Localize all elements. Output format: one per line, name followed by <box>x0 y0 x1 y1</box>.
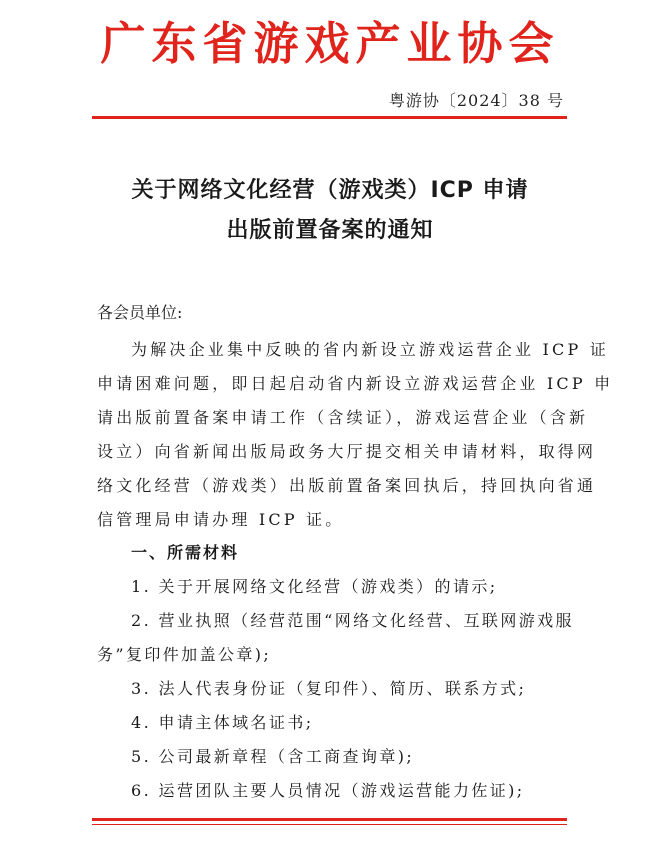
list-item: 1. 关于开展网络文化经营（游戏类）的请示; <box>131 577 498 596</box>
paragraph-line: 信管理局申请办理 ICP 证。 <box>97 510 345 529</box>
footer-divider-thick <box>92 818 567 821</box>
paragraph-line: 为解决企业集中反映的省内新设立游戏运营企业 ICP 证 <box>131 340 609 359</box>
paragraph-line: 设立）向省新闻出版局政务大厅提交相关申请材料，取得网 <box>97 442 597 461</box>
paragraph-line: 申请困难问题，即日起启动省内新设立游戏运营企业 ICP 申 <box>97 374 614 393</box>
notice-title-line-2: 出版前置备案的通知 <box>226 218 434 243</box>
document-number: 粤游协〔2024〕38 号 <box>388 91 564 110</box>
footer-divider-thin <box>92 824 567 825</box>
section-heading-materials: 一、所需材料 <box>131 543 240 562</box>
list-item: 5. 公司最新章程（含工商查询章); <box>131 747 415 766</box>
paragraph-line: 络文化经营（游戏类）出版前置备案回执后，持回执向省通 <box>97 476 597 495</box>
list-item: 6. 运营团队主要人员情况（游戏运营能力佐证); <box>131 781 525 800</box>
list-item: 3. 法人代表身份证（复印件）、简历、联系方式; <box>131 679 527 698</box>
paragraph-line: 请出版前置备案申请工作（含续证），游戏运营企业（含新 <box>97 408 589 427</box>
list-item-continuation: 务”复印件加盖公章); <box>97 645 272 664</box>
organization-letterhead: 广东省游戏产业协会 <box>100 17 560 70</box>
list-item: 2. 营业执照（经营范围“网络文化经营、互联网游戏服 <box>131 611 574 630</box>
letterhead-divider <box>92 116 567 119</box>
salutation: 各会员单位: <box>97 303 183 322</box>
notice-title-line-1: 关于网络文化经营（游戏类）ICP 申请 <box>131 178 529 203</box>
list-item: 4. 申请主体域名证书; <box>131 713 314 732</box>
